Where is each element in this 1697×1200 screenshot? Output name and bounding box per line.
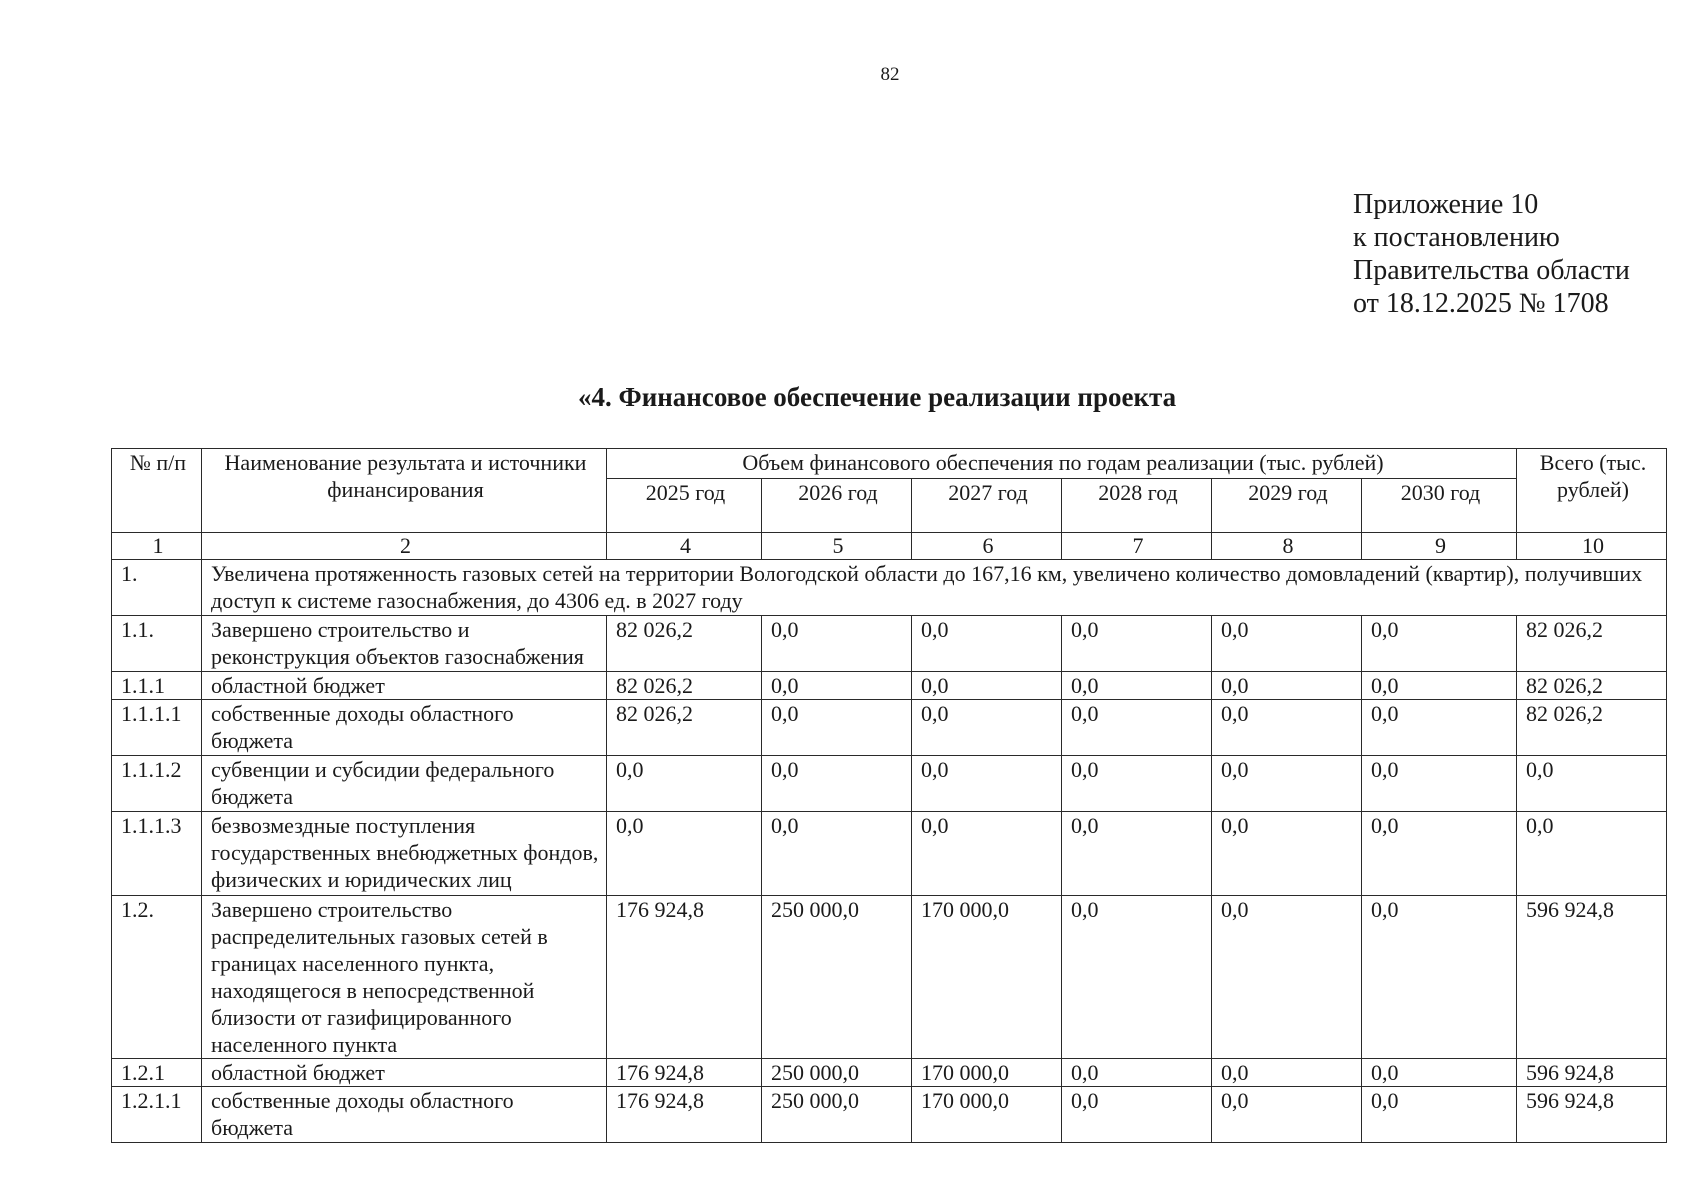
appendix-block: [1353, 188, 1630, 320]
row-value: 176 924,8: [607, 896, 762, 1059]
appendix-line: к постановлению: [1353, 222, 1560, 253]
row-value: 0,0: [1362, 812, 1517, 896]
table-row: [112, 1087, 1667, 1143]
row-value: 0,0: [1212, 1059, 1362, 1087]
table-row: [112, 756, 1667, 812]
row-total: 596 924,8: [1517, 1059, 1667, 1087]
row-value: 0,0: [912, 700, 1062, 756]
row-value: 0,0: [1212, 1087, 1362, 1143]
header-total: Всего (тыс. рублей): [1517, 449, 1667, 533]
table-row: [112, 1059, 1667, 1087]
row-name: собственные доходы областного бюджета: [202, 700, 607, 756]
row-value: 0,0: [912, 616, 1062, 672]
row-value: 176 924,8: [607, 1087, 762, 1143]
row-value: 0,0: [1062, 1087, 1212, 1143]
row-value: 250 000,0: [762, 896, 912, 1059]
row-value: 0,0: [1062, 812, 1212, 896]
row-value: 250 000,0: [762, 1087, 912, 1143]
row-total: 82 026,2: [1517, 672, 1667, 700]
row-value: 0,0: [1062, 896, 1212, 1059]
row-number: 1.1.1.1: [112, 700, 202, 756]
row-value: 0,0: [762, 672, 912, 700]
row-value: 0,0: [1062, 672, 1212, 700]
row-value: 0,0: [1212, 896, 1362, 1059]
row-name: областной бюджет: [202, 1059, 607, 1087]
section-number: 1.: [112, 560, 202, 616]
header-year: 2028 год: [1062, 479, 1212, 533]
row-name: Завершено строительство распределительных газовых сетей в границах населенного пункта, находящегося в непосредственной близости от газифицированного населенного пункта: [202, 896, 607, 1059]
row-value: 0,0: [762, 756, 912, 812]
row-number: 1.2.1: [112, 1059, 202, 1087]
header-year: 2026 год: [762, 479, 912, 533]
row-value: 0,0: [1212, 700, 1362, 756]
table-row: [112, 616, 1667, 672]
row-number: 1.1.: [112, 616, 202, 672]
row-value: 0,0: [1212, 672, 1362, 700]
column-number: 4: [607, 533, 762, 560]
page-number: 82: [880, 64, 900, 85]
row-value: 82 026,2: [607, 700, 762, 756]
header-year: 2030 год: [1362, 479, 1517, 533]
column-number: 5: [762, 533, 912, 560]
row-total: 0,0: [1517, 812, 1667, 896]
row-value: 250 000,0: [762, 1059, 912, 1087]
financing-table: [111, 448, 1667, 1143]
row-value: 0,0: [1212, 756, 1362, 812]
row-total: 596 924,8: [1517, 896, 1667, 1059]
row-value: 170 000,0: [912, 1087, 1062, 1143]
header-volume: Объем финансового обеспечения по годам реализации (тыс. рублей): [607, 449, 1517, 479]
column-number: 2: [202, 533, 607, 560]
row-value: 0,0: [1062, 700, 1212, 756]
row-value: 0,0: [1062, 616, 1212, 672]
row-name: областной бюджет: [202, 672, 607, 700]
row-value: 0,0: [1362, 896, 1517, 1059]
row-value: 0,0: [1362, 700, 1517, 756]
row-value: 0,0: [762, 700, 912, 756]
row-value: 0,0: [607, 812, 762, 896]
row-number: 1.1.1.3: [112, 812, 202, 896]
column-number: 7: [1062, 533, 1212, 560]
appendix-line: от 18.12.2025 № 1708: [1353, 288, 1609, 319]
row-name: субвенции и субсидии федерального бюджета: [202, 756, 607, 812]
row-value: 170 000,0: [912, 1059, 1062, 1087]
row-value: 82 026,2: [607, 672, 762, 700]
row-value: 0,0: [607, 756, 762, 812]
header-year: 2025 год: [607, 479, 762, 533]
row-value: 82 026,2: [607, 616, 762, 672]
table-row: [112, 812, 1667, 896]
header-year: 2029 год: [1212, 479, 1362, 533]
row-total: 82 026,2: [1517, 700, 1667, 756]
appendix-line: Правительства области: [1353, 255, 1630, 286]
table-row: [112, 672, 1667, 700]
row-value: 0,0: [762, 812, 912, 896]
row-value: 0,0: [1362, 672, 1517, 700]
row-name: Завершено строительство и реконструкция объектов газоснабжения: [202, 616, 607, 672]
row-value: 0,0: [912, 812, 1062, 896]
column-number: 6: [912, 533, 1062, 560]
row-value: 0,0: [912, 672, 1062, 700]
row-value: 0,0: [1362, 1087, 1517, 1143]
row-value: 0,0: [1362, 616, 1517, 672]
row-total: 596 924,8: [1517, 1087, 1667, 1143]
row-number: 1.1.1: [112, 672, 202, 700]
row-number: 1.1.1.2: [112, 756, 202, 812]
document-title: «4. Финансовое обеспечение реализации проекта: [578, 382, 1177, 412]
column-number: 8: [1212, 533, 1362, 560]
table-row: [112, 896, 1667, 1059]
section-text: Увеличена протяженность газовых сетей на территории Вологодской области до 167,16 км, увеличено количество домовладений (квартир), получивших доступ к системе газоснабжения, до 4306 ед. в 2027 году: [202, 560, 1667, 616]
row-number: 1.2.1.1: [112, 1087, 202, 1143]
header-name: Наименование результата и источники финансирования: [202, 449, 607, 533]
appendix-line: Приложение 10: [1353, 189, 1539, 220]
column-number: 1: [112, 533, 202, 560]
table-row: [112, 700, 1667, 756]
row-number: 1.2.: [112, 896, 202, 1059]
row-value: 170 000,0: [912, 896, 1062, 1059]
section-row: [112, 560, 1667, 616]
header-year: 2027 год: [912, 479, 1062, 533]
column-number: 9: [1362, 533, 1517, 560]
column-number: 10: [1517, 533, 1667, 560]
row-value: 0,0: [1362, 756, 1517, 812]
row-total: 82 026,2: [1517, 616, 1667, 672]
row-value: 0,0: [1212, 812, 1362, 896]
row-value: 0,0: [762, 616, 912, 672]
row-total: 0,0: [1517, 756, 1667, 812]
row-value: 0,0: [1062, 1059, 1212, 1087]
row-value: 0,0: [1212, 616, 1362, 672]
row-value: 176 924,8: [607, 1059, 762, 1087]
row-value: 0,0: [1062, 756, 1212, 812]
row-value: 0,0: [1362, 1059, 1517, 1087]
row-value: 0,0: [912, 756, 1062, 812]
header-no: № п/п: [112, 449, 202, 533]
row-name: собственные доходы областного бюджета: [202, 1087, 607, 1143]
row-name: безвозмездные поступления государственных внебюджетных фондов, физических и юридических лиц: [202, 812, 607, 896]
